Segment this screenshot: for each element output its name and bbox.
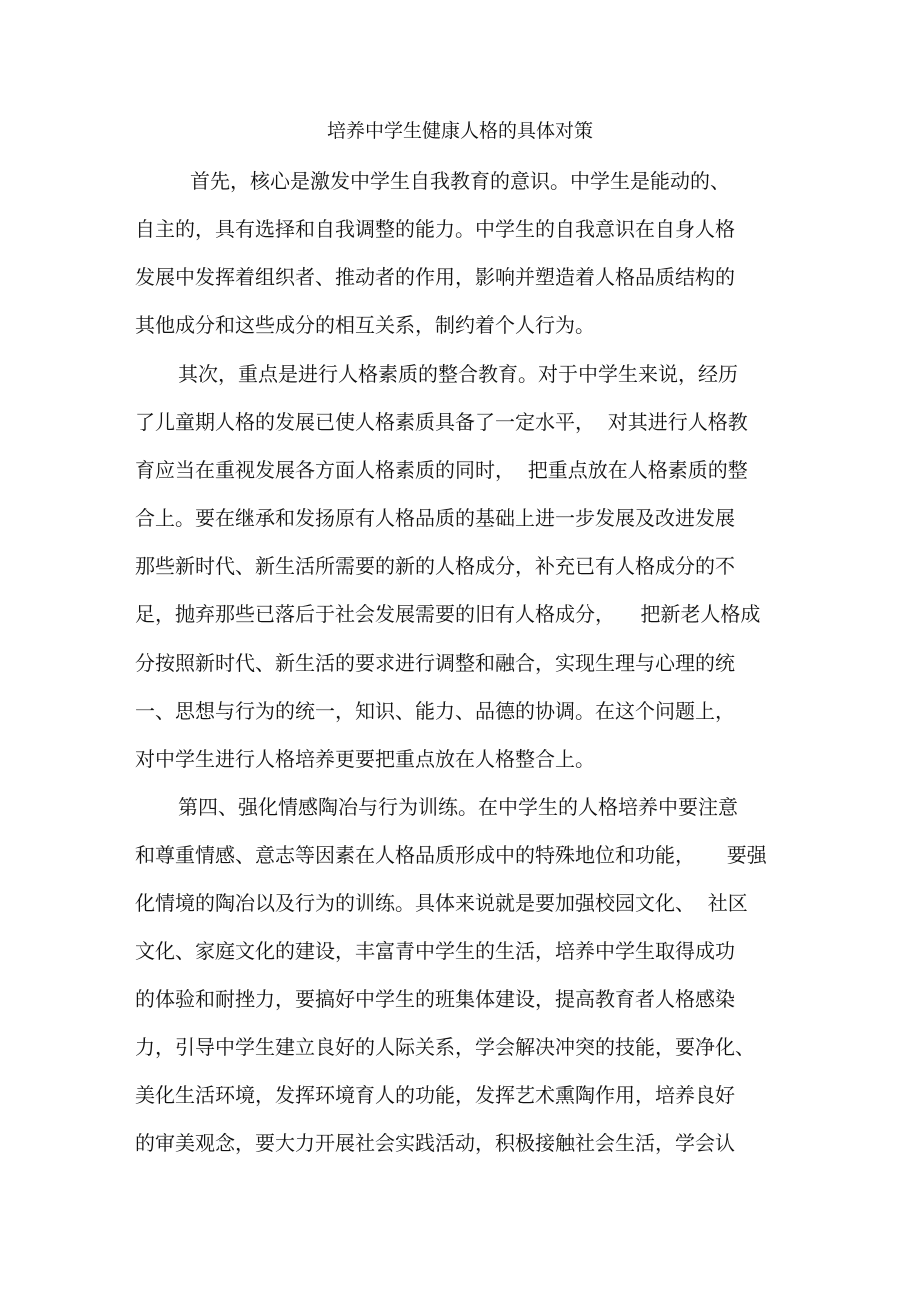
paragraph-3-line-7: 美化生活环境，发挥环境育人的功能，发挥艺术熏陶作用，培养良好 xyxy=(135,1083,735,1107)
paragraph-3-line-6: 力，引导中学生建立良好的人际关系，学会解决冲突的技能，要净化、 xyxy=(135,1035,755,1059)
paragraph-2-line-8: 一、思想与行为的统一，知识、能力、品德的协调。在这个问题上， xyxy=(135,699,735,723)
paragraph-1-line-4: 其他成分和这些成分的相互关系，制约着个人行为。 xyxy=(135,313,595,337)
paragraph-1-line-3: 发展中发挥着组织者、推动者的作用，影响并塑造着人格品质结构的 xyxy=(135,265,735,289)
paragraph-2-line-5: 那些新时代、新生活所需要的新的人格成分，补充已有人格成分的不 xyxy=(135,554,735,578)
paragraph-3-line-3: 化情境的陶冶以及行为的训练。具体来说就是要加强校园文化、 社区 xyxy=(135,891,748,915)
paragraph-2-line-2: 了儿童期人格的发展已使人格素质具备了一定水平， 对其进行人格教 xyxy=(135,410,748,434)
document-title: 培养中学生健康人格的具体对策 xyxy=(326,120,593,142)
paragraph-2-line-7: 分按照新时代、新生活的要求进行调整和融合，实现生理与心理的统 xyxy=(135,651,735,675)
paragraph-3-line-5: 的体验和耐挫力，要搞好中学生的班集体建设，提高教育者人格感染 xyxy=(135,987,735,1011)
paragraph-3-line-4: 文化、家庭文化的建设，丰富青中学生的生活，培养中学生取得成功 xyxy=(135,939,735,963)
paragraph-3-line-2: 和尊重情感、意志等因素在人格品质形成中的特殊地位和功能， 要强 xyxy=(135,843,767,867)
paragraph-2-line-3: 育应当在重视发展各方面人格素质的同时， 把重点放在人格素质的整 xyxy=(135,458,748,482)
paragraph-3-line-1: 第四、强化情感陶冶与行为训练。在中学生的人格培养中要注意 xyxy=(178,795,738,819)
paragraph-2-line-9: 对中学生进行人格培养更要把重点放在人格整合上。 xyxy=(135,747,595,771)
paragraph-2-line-4: 合上。要在继承和发扬原有人格品质的基础上进一步发展及改进发展 xyxy=(135,506,735,530)
paragraph-1-line-2: 自主的，具有选择和自我调整的能力。中学生的自我意识在自身人格 xyxy=(135,217,735,241)
paragraph-2-line-6: 足，抛弃那些已落后于社会发展需要的旧有人格成分， 把新老人格成 xyxy=(135,602,761,626)
paragraph-2-line-1: 其次，重点是进行人格素质的整合教育。对于中学生来说，经历 xyxy=(178,362,738,386)
paragraph-3-line-8: 的审美观念，要大力开展社会实践活动，积极接触社会生活，学会认 xyxy=(135,1131,735,1155)
paragraph-1-line-1: 首先，核心是激发中学生自我教育的意识。中学生是能动的、 xyxy=(190,169,730,193)
